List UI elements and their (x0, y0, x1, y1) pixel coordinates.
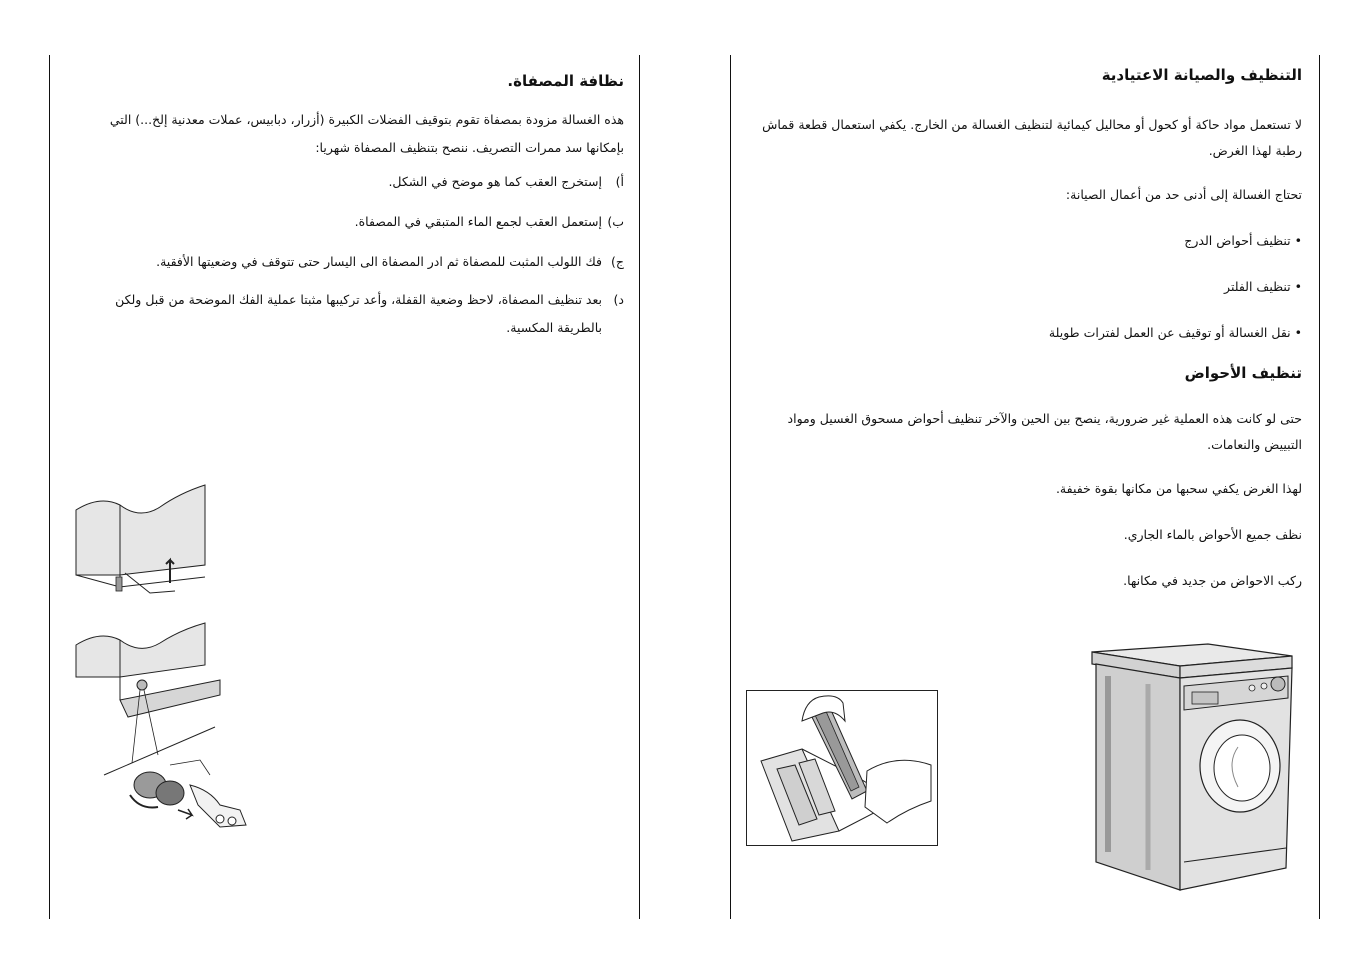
washing-machine-drawing (1088, 642, 1294, 892)
left-page-text (78, 72, 624, 342)
maintenance-paragraph: تحتاج الغسالة إلى أدنى حد من أعمال الصيانة: (1065, 187, 1302, 202)
step-d-mark: د) (613, 292, 624, 307)
filter-intro: هذه الغسالة مزودة بمصفاة تقوم بتوقيف الفضلات الكبيرة (أزرار، دبابيس، عملات معدنية إلخ...) التي بإمكانها سد ممرات التصريف. ننصح بتنظيف المصفاة شهريا: (109, 112, 624, 155)
drawer-drawing (747, 691, 937, 845)
drawer-cleaning-title: تنظيف الأحواض (1184, 364, 1302, 382)
step-a-mark: أ) (615, 174, 624, 189)
step-a (78, 168, 624, 196)
right-page-text (756, 66, 1302, 594)
step-d (78, 286, 624, 342)
bullet-transport: • نقل الغسالة أو توقيف عن العمل لفترات طويلة (1048, 325, 1302, 340)
center-left-rule (639, 55, 640, 919)
step-c-text: فك اللولب المثبت للمصفاة ثم ادر المصفاة الى اليسار حتى تتوقف في وضعيتها الأفقية. (156, 254, 602, 269)
filter-illustration (70, 465, 260, 840)
filter-drawing (70, 465, 260, 840)
cleaning-maintenance-title: التنظيف والصيانة الاعتيادية (1101, 66, 1302, 84)
drawer-illustration (746, 690, 938, 846)
drawer-remove-paragraph: لهذا الغرض يكفي سحبها من مكانها بقوة خفيفة. (1055, 481, 1302, 496)
bullet-drawer: • تنظيف أحواض الدرج (1184, 233, 1302, 248)
filter-cleaning-title: نظافة المصفاة. (507, 72, 624, 90)
drawer-wash-paragraph: نظف جميع الأحواض بالماء الجاري. (1123, 527, 1302, 542)
center-right-rule (730, 55, 731, 919)
step-c-mark: ج) (611, 254, 624, 269)
step-b-text: إستعمل العقب لجمع الماء المتبقي في المصفاة. (354, 214, 602, 229)
exterior-cleaning-paragraph: لا تستعمل مواد حاكة أو كحول أو محاليل كيمائية لتنظيف الغسالة من الخارج. يكفي استعمال قطعة قماش رطبة لهذا الغرض. (762, 117, 1302, 158)
step-b-mark: ب) (607, 214, 624, 229)
washing-machine-illustration (1088, 642, 1294, 892)
drawer-refit-paragraph: ركب الاحواض من جديد في مكانها. (1123, 573, 1302, 588)
step-c (78, 248, 624, 276)
step-a-text: إستخرج العقب كما هو موضح في الشكل. (388, 174, 602, 189)
step-b (78, 208, 624, 236)
step-d-text: بعد تنظيف المصفاة، لاحظ وضعية القفلة، وأعد تركيبها مثبتا عملية الفك الموضحة من قبل ولكن بالطريقة المكسية. (115, 292, 602, 335)
drawer-paragraph: حتى لو كانت هذه العملية غير ضرورية، ينصح بين الحين والآخر تنظيف أحواض مسحوق الغسيل ومواد التبييض والنعامات. (787, 411, 1302, 452)
right-outer-rule (1319, 55, 1320, 919)
bullet-filter: • تنظيف الفلتر (1224, 279, 1302, 294)
left-outer-rule (49, 55, 50, 919)
